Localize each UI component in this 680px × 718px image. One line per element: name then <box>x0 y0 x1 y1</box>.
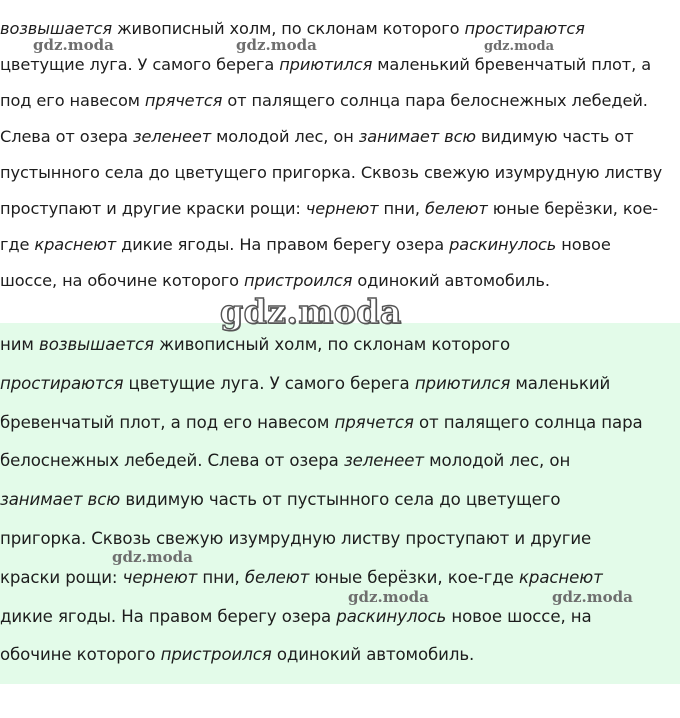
text-run: одинокий автомобиль. <box>352 271 550 290</box>
text-run: под его навесом <box>0 91 145 110</box>
text-line <box>0 127 634 146</box>
text-line <box>0 163 662 182</box>
italic-verb: чернеют <box>305 199 379 218</box>
text-run: ним <box>0 335 40 354</box>
text-run: краски рощи: <box>0 567 123 587</box>
text-run: Слева от озера <box>0 127 134 146</box>
text-line <box>0 490 560 509</box>
italic-verb: чернеют <box>122 567 198 587</box>
text-run: обочине которого <box>0 645 161 665</box>
text-run: дикие ягоды. На правом берегу озера <box>116 235 450 254</box>
watermark: gdz.moda <box>33 36 114 54</box>
text-run: маленький <box>510 373 611 393</box>
watermark: gdz.moda <box>484 39 555 54</box>
text-line <box>0 91 648 110</box>
text-run: пустынного села до цветущего пригорка. Сквозь свежую изумрудную листву <box>0 163 663 182</box>
text-run: новое <box>556 235 611 254</box>
italic-verb: пристроился <box>244 271 353 290</box>
text-line <box>0 55 651 74</box>
italic-verb: раскинулось <box>336 606 447 626</box>
italic-verb: прячется <box>144 91 223 110</box>
italic-verb: прячется <box>334 412 414 432</box>
text-run: дикие ягоды. На правом берегу озера <box>0 606 337 626</box>
text-run: белоснежных лебедей. Слева от озера <box>0 451 344 471</box>
text-run: молодой лес, он <box>211 127 359 146</box>
italic-verb: краснеют <box>518 567 603 587</box>
watermark: gdz.moda <box>348 588 429 606</box>
text-line <box>0 413 643 432</box>
text-run: видимую часть от <box>475 127 634 146</box>
italic-verb: раскинулось <box>449 235 557 254</box>
italic-verb: занимает всю <box>0 490 121 510</box>
text-run: живописный холм, по склонам которого <box>153 335 511 354</box>
text-run: цветущие луга. У самого берега <box>0 55 280 74</box>
text-run: от палящего солнца пара <box>413 412 643 432</box>
text-line <box>0 607 592 626</box>
text-run: молодой лес, он <box>423 451 571 471</box>
italic-verb: зеленеет <box>343 451 424 471</box>
text-line <box>0 374 610 393</box>
italic-verb: занимает всю <box>358 127 476 146</box>
text-run: проступают и другие краски рощи: <box>0 199 306 218</box>
text-run: новое шоссе, на <box>446 606 592 626</box>
text-line <box>0 568 603 587</box>
text-run: одинокий автомобиль. <box>271 645 475 665</box>
text-line <box>0 451 570 470</box>
italic-verb: простираются <box>0 373 124 393</box>
text-run: пни, <box>197 567 245 587</box>
watermark-logo: gdz.moda <box>220 292 402 331</box>
text-run: живописный холм, по склонам которого <box>112 19 465 38</box>
text-line <box>0 199 658 218</box>
text-run: цветущие луга. У самого берега <box>123 373 415 393</box>
text-run: маленький бревенчатый плот, а <box>372 55 652 74</box>
italic-verb: пристроился <box>160 645 272 665</box>
italic-verb: белеют <box>244 567 310 587</box>
italic-verb: зеленеет <box>133 127 212 146</box>
text-run: пни, <box>378 199 426 218</box>
text-run: юные берёзки, кое-где <box>309 567 519 587</box>
text-line <box>0 235 611 254</box>
text-line <box>0 335 510 354</box>
italic-verb: возвышается <box>0 19 113 38</box>
text-line <box>0 529 591 548</box>
italic-verb: приютился <box>279 55 373 74</box>
watermark: gdz.moda <box>112 548 193 566</box>
text-line <box>0 645 474 664</box>
text-line <box>0 271 550 290</box>
italic-verb: белеют <box>425 199 488 218</box>
italic-verb: возвышается <box>39 335 154 354</box>
text-run: где <box>0 235 35 254</box>
text-run: бревенчатый плот, а под его навесом <box>0 412 335 432</box>
italic-verb: приютился <box>414 373 511 393</box>
italic-verb: краснеют <box>34 235 117 254</box>
text-run: видимую часть от пустынного села до цветущего <box>120 490 561 510</box>
text-run: пригорка. Сквозь свежую изумрудную листву проступают и другие <box>0 529 592 548</box>
watermark: gdz.moda <box>552 588 633 606</box>
italic-verb: простираются <box>464 19 585 38</box>
text-run: юные берёзки, кое- <box>487 199 658 218</box>
text-run: шоссе, на обочине которого <box>0 271 245 290</box>
text-run: от палящего солнца пара белоснежных лебедей. <box>222 91 648 110</box>
watermark: gdz.moda <box>236 36 317 54</box>
